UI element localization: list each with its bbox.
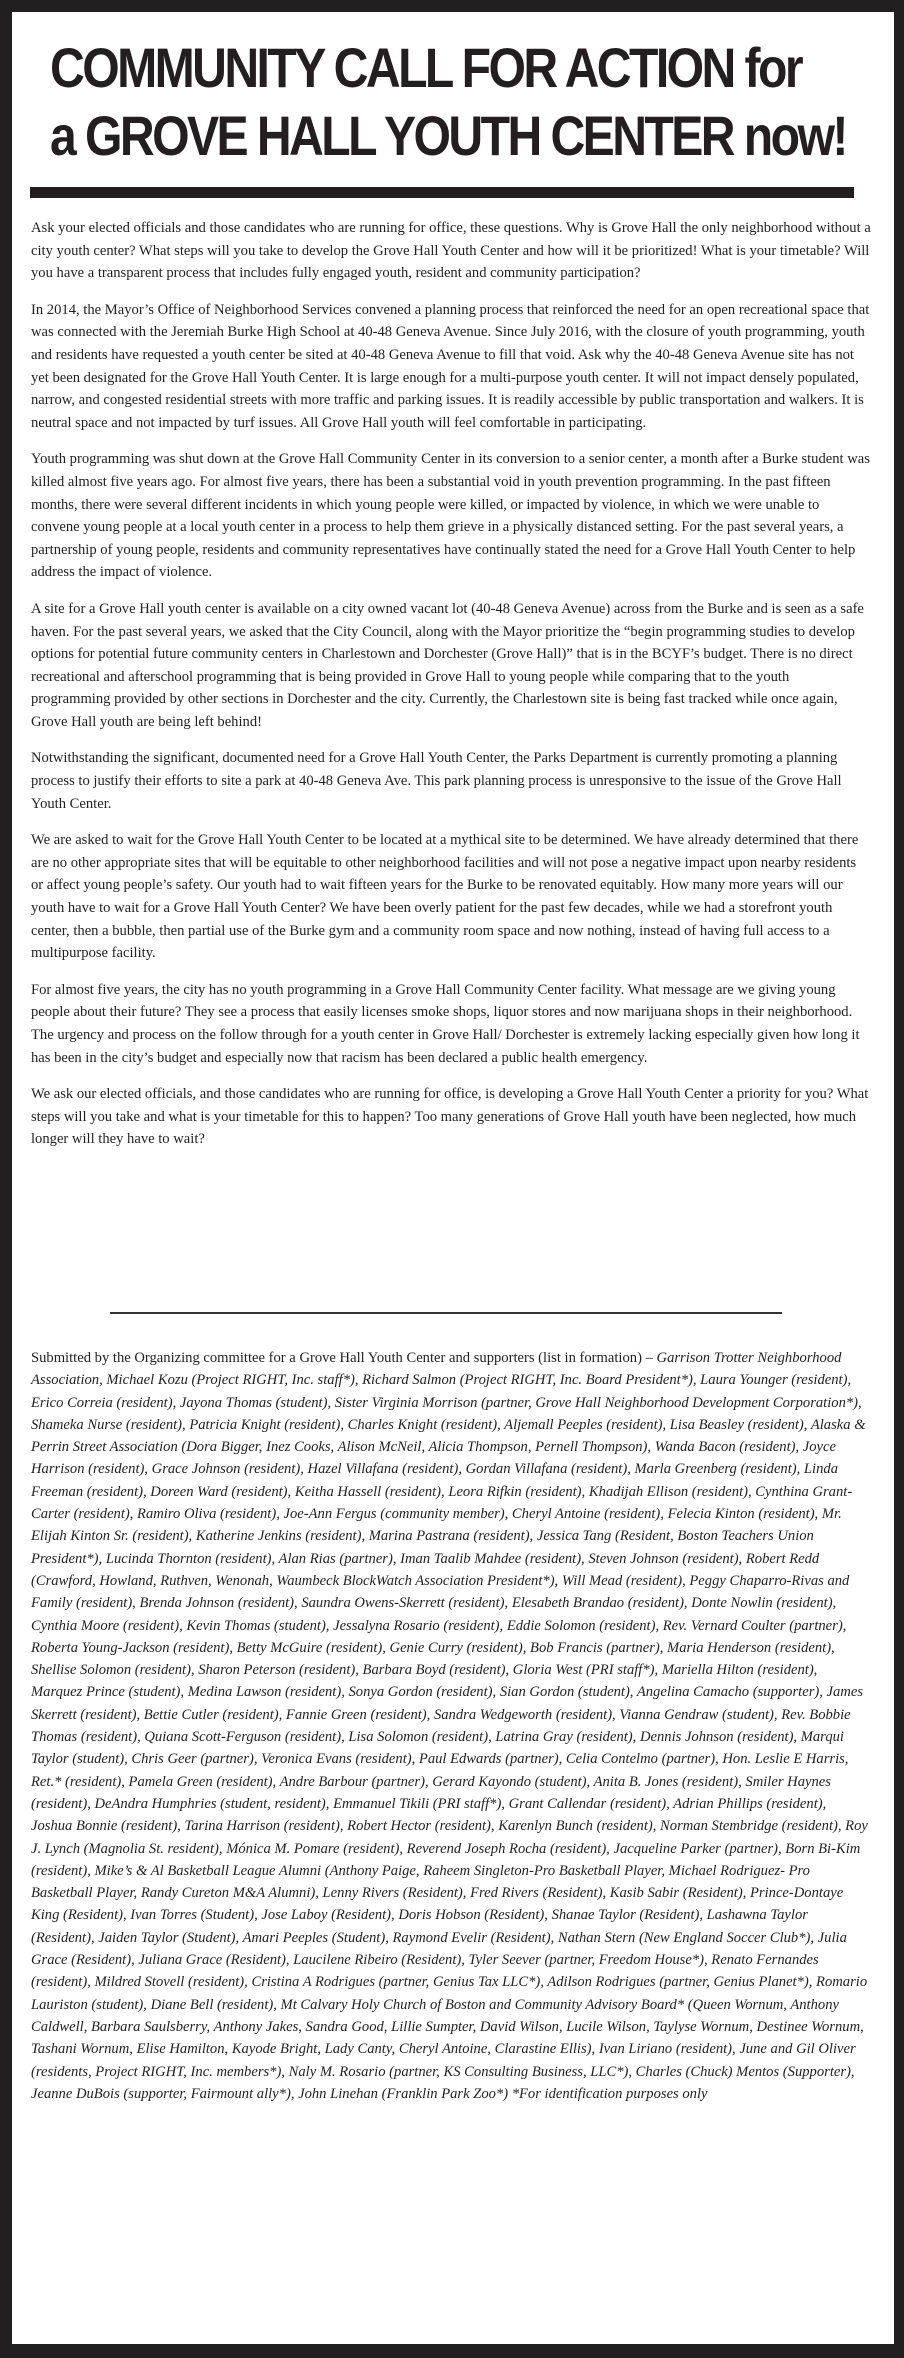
supporters-intro: Submitted by the Organizing committee for a Grove Hall Youth Center and supporters (list in formation) – [31,1350,657,1366]
section-divider [110,1312,782,1314]
body-text [31,217,871,1165]
ad-content [34,12,872,170]
paragraph-site-available: A site for a Grove Hall youth center is available on a city owned vacant lot (40-48 Geneva Avenue) across from the Burke and is seen as a safe haven. For the past several years, we asked that the City Council, along with the Mayor prioritize the “begin programming studies to develop options for potential future community centers in Charlestown and Dorchester (Grove Hall)” that is in the BCYF’s budget. There is no direct recreational and afterschool programming that is being provided in Grove Hall to young people while comparing that to the youth programming provided by other sections in Dorchester and the city. Currently, the Charlestown site is being fast tracked while once again, Grove Hall youth are being left behind! [31,600,864,730]
paragraph-questions: Ask your elected officials and those candidates who are running for office, these questions. Why is Grove Hall the only neighborhood without a city youth center? What steps will you take to develop the Grove Hall Youth Center and how will it be prioritized! What is your timetable? Will you have a transparent process that includes fully engaged youth, resident and community participation? [31,220,871,282]
paragraph-five-years: For almost five years, the city has no youth programming in a Grove Hall Community Center facility. What message are we giving young people about their future? They see a process that easily licenses smoke shops, liquor stores and now marijuana shops in their neighborhood. The urgency and process on the follow through for a youth center in Grove Hall/ Dorchester is extremely lacking especially given how long it has been in the city’s budget and especially now that racism has been declared a public health emergency. [31,981,860,1066]
paragraph-closing-questions: We ask our elected officials, and those candidates who are running for office, is developing a Grove Hall Youth Center a priority for you? What steps will you take and what is your timetable for this to happen? Too many generations of Grove Hall youth have been neglected, how much longer will they have to wait? [31,1086,869,1148]
headline-divider [30,187,854,198]
paragraph-2014-planning: In 2014, the Mayor’s Office of Neighborhood Services convened a planning process that reinforced the need for an open recreational space that was connected with the Jeremiah Burke High School at 40-48 Geneva Avenue. Since July 2016, with the closure of youth programming, youth and residents have requested a youth center be sited at 40-48 Geneva Avenue to fill that void. Ask why the 40-48 Geneva Avenue site has not yet been designated for the Grove Hall Youth Center. It is large enough for a multi-purpose youth center. It will not impact densely populated, narrow, and congested residential streets with more traffic and parking issues. It is readily accessible by public transportation and walkers. It is neutral space and not impacted by turf issues. All Grove Hall youth will feel comfortable in participating. [31,301,870,431]
supporters-names: Garrison Trotter Neighborhood Association, Michael Kozu (Project RIGHT, Inc. staff*), Richard Salmon (Project RIGHT, Inc. Board President*), Laura Younger (resident), Erico Correia (resident), Jayona Thomas (student), Sister Virginia Morrison (partner, Grove Hall Neighborhood Development Corporation*), Shameka Nurse (resident), Patricia Knight (resident), Charles Knight (resident), Aljemall Peeples (resident), Lisa Beasley (resident), Alaska & Perrin Street Association (Dora Bigger, Inez Cooks, Alison McNeil, Alicia Thompson, Pernell Thompson), Wanda Bacon (resident), Joyce Harrison (resident), Grace Johnson (resident), Hazel Villafana (resident), Gordan Villafana (resident), Marla Greenberg (resident), Linda Freeman (resident), Doreen Ward (resident), Keitha Hassell (resident), Leora Rifkin (resident), Khadijah Ellison (resident), Cynthina Grant-Carter (resident), Ramiro Oliva (resident), Joe-Ann Fergus (community member), Cheryl Antoine (resident), Felecia Kinton (resident), Mr. Elijah Kinton Sr. (resident), Katherine Jenkins (resident), Marina Pastrana (resident), Jessica Tang (Resident, Boston Teachers Union President*), Lucinda Thornton (resident), Alan Rias (partner), Iman Taalib Mahdee (resident), Steven Johnson (resident), Robert Redd (Crawford, Howland, Ruthven, Wenonah, Waumbeck BlockWatch Association President*), Will Mead (resident), Peggy Chaparro-Rivas and Family (resident), Brenda Johnson (resident), Saundra Owens-Skerrett (resident), Elesabeth Brandao (resident), Donte Nowlin (resident), Cynthia Moore (resident), Kevin Thomas (student), Jessalyna Rosario (resident), Eddie Solomon (resident), Rev. Vernard Coulter (partner), Roberta Young-Jackson (resident), Betty McGuire (resident), Genie Curry (resident), Bob Francis (partner), Maria Henderson (resident), Shellise Solomon (resident), Sharon Peterson (resident), Barbara Boyd (resident), Gloria West (PRI staff*), Mariella Hilton (resident), Marquez Prince (student), Medina Lawson (resident), Sonya Gordon (resident), Sian Gordon (student), Angelina Camacho (supporter), James Skerrett (resident), Bettie Cutler (resident), Fannie Green (resident), Sandra Wedgeworth (resident), Vianna Gendraw (student), Rev. Bobbie Thomas (resident), Quiana Scott-Ferguson (resident), Lisa Solomon (resident), Latrina Gray (resident), Dennis Johnson (resident), Marqui Taylor (student), Chris Geer (partner), Veronica Evans (resident), Paul Edwards (partner), Celia Contelmo (partner), Hon. Leslie E Harris, Ret.* (resident), Pamela Green (resident), Andre Barbour (partner), Gerard Kayondo (student), Anita B. Jones (resident), Smiler Haynes (resident), DeAndra Humphries (student, resident), Emmanuel Tikili (PRI staff*), Grant Callendar (resident), Adrian Phillips (resident), Joshua Bonnie (resident), Tarina Harrison (resident), Robert Hector (resident), Karenlyn Bunch (resident), Norman Stembridge (resident), Roy J. Lynch (Magnolia St. resident), Mónica M. Pomare (resident), Reverend Joseph Rocha (resident), Jacqueline Parker (partner), Born Bi-Kim (resident), Mike’s & Al Basketball League Alumni (Anthony Paige, Raheem Singleton-Pro Basketball Player, Michael Rodriguez- Pro Basketball Player, Randy Cureton M&A Alumni), Lenny Rivers (Resident), Fred Rivers (Resident), Kasib Sabir (Resident), Prince-Dontaye King (Resident), Ivan Torres (Student), Jose Laboy (Resident), Doris Hobson (Resident), Shanae Taylor (Resident), Lashawna Taylor (Resident), Jaiden Taylor (Student), Amari Peeples (Student), Raymond Evelir (Resident), Nathan Stern (New England Soccer Club*), Julia Grace (Resident), Juliana Grace (Resident), Laucilene Ribeiro (Resident), Tyler Seever (partner, Freedom House*), Renato Fernandes (resident), Mildred Stovell (resident), Cristina A Rodrigues (partner, Genius Tax LLC*), Adilson Rodrigues (partner, Genius Planet*), Romario Lauriston (student), Diane Bell (resident), Mt Calvary Holy Church of Boston and Community Advisory Board* (Queen Wornum, Anthony Caldwell, Barbara Saulsberry, Anthony Jakes, Sandra Good, Lillie Sumpter, David Wilson, Lucile Wilson, Taylyse Wornum, Destinee Wornum, Tashani Wornum, Elise Hamilton, Kayode Bright, Lady Canty, Cheryl Antoine, Clarastine Ellis), Ivan Liriano (resident), June and Gil Oliver (residents, Project RIGHT, Inc. members*), Naly M. Rosario (partner, KS Consulting Business, LLC*), Charles (Chuck) Mentos (Supporter), Jeanne DuBois (supporter, Fairmount ally*), John Linehan (Franklin Park Zoo*) *For identification purposes only [31,1350,868,2102]
paragraph-parks-department: Notwithstanding the significant, documented need for a Grove Hall Youth Center, the Parks Department is currently promoting a planning process to justify their efforts to site a park at 40-48 Geneva Ave. This park planning process is unresponsive to the issue of the Grove Hall Youth Center. [31,750,842,812]
paragraph-mythical-site: We are asked to wait for the Grove Hall Youth Center to be located at a mythical site to be determined. We have already determined that there are no other appropriate sites that will be equitable to other neighborhood facilities and will not pose a negative impact upon nearby residents or affect young people’s safety. Our youth had to wait fifteen years for the Burke to be renovated equitably. How many more years will our youth have to wait for a Grove Hall Youth Center? We have been overly patient for the past few decades, while we had a storefront youth center, then a bubble, then partial use of the Burke gym and a community room space and now nothing, instead of having full access to a multipurpose facility. [31,832,859,962]
supporters-list [31,1347,871,2105]
headline [50,34,846,170]
headline-line-2: a GROVE HALL YOUTH CENTER now! [50,104,846,167]
headline-line-1: COMMUNITY CALL FOR ACTION for [50,36,801,99]
paragraph-youth-programming: Youth programming was shut down at the Grove Hall Community Center in its conversion to a senior center, a month after a Burke student was killed almost five years ago. For almost five years, there has been a substantial void in youth prevention programming. In the past fifteen months, there were several different incidents in which young people were killed, or impacted by violence, in which we were unable to convene young people at a local youth center in a process to help them grieve in a physically distanced setting. For the past several years, a partnership of young people, residents and community representatives have continually stated the need for a Grove Hall Youth Center to help address the impact of violence. [31,451,870,581]
